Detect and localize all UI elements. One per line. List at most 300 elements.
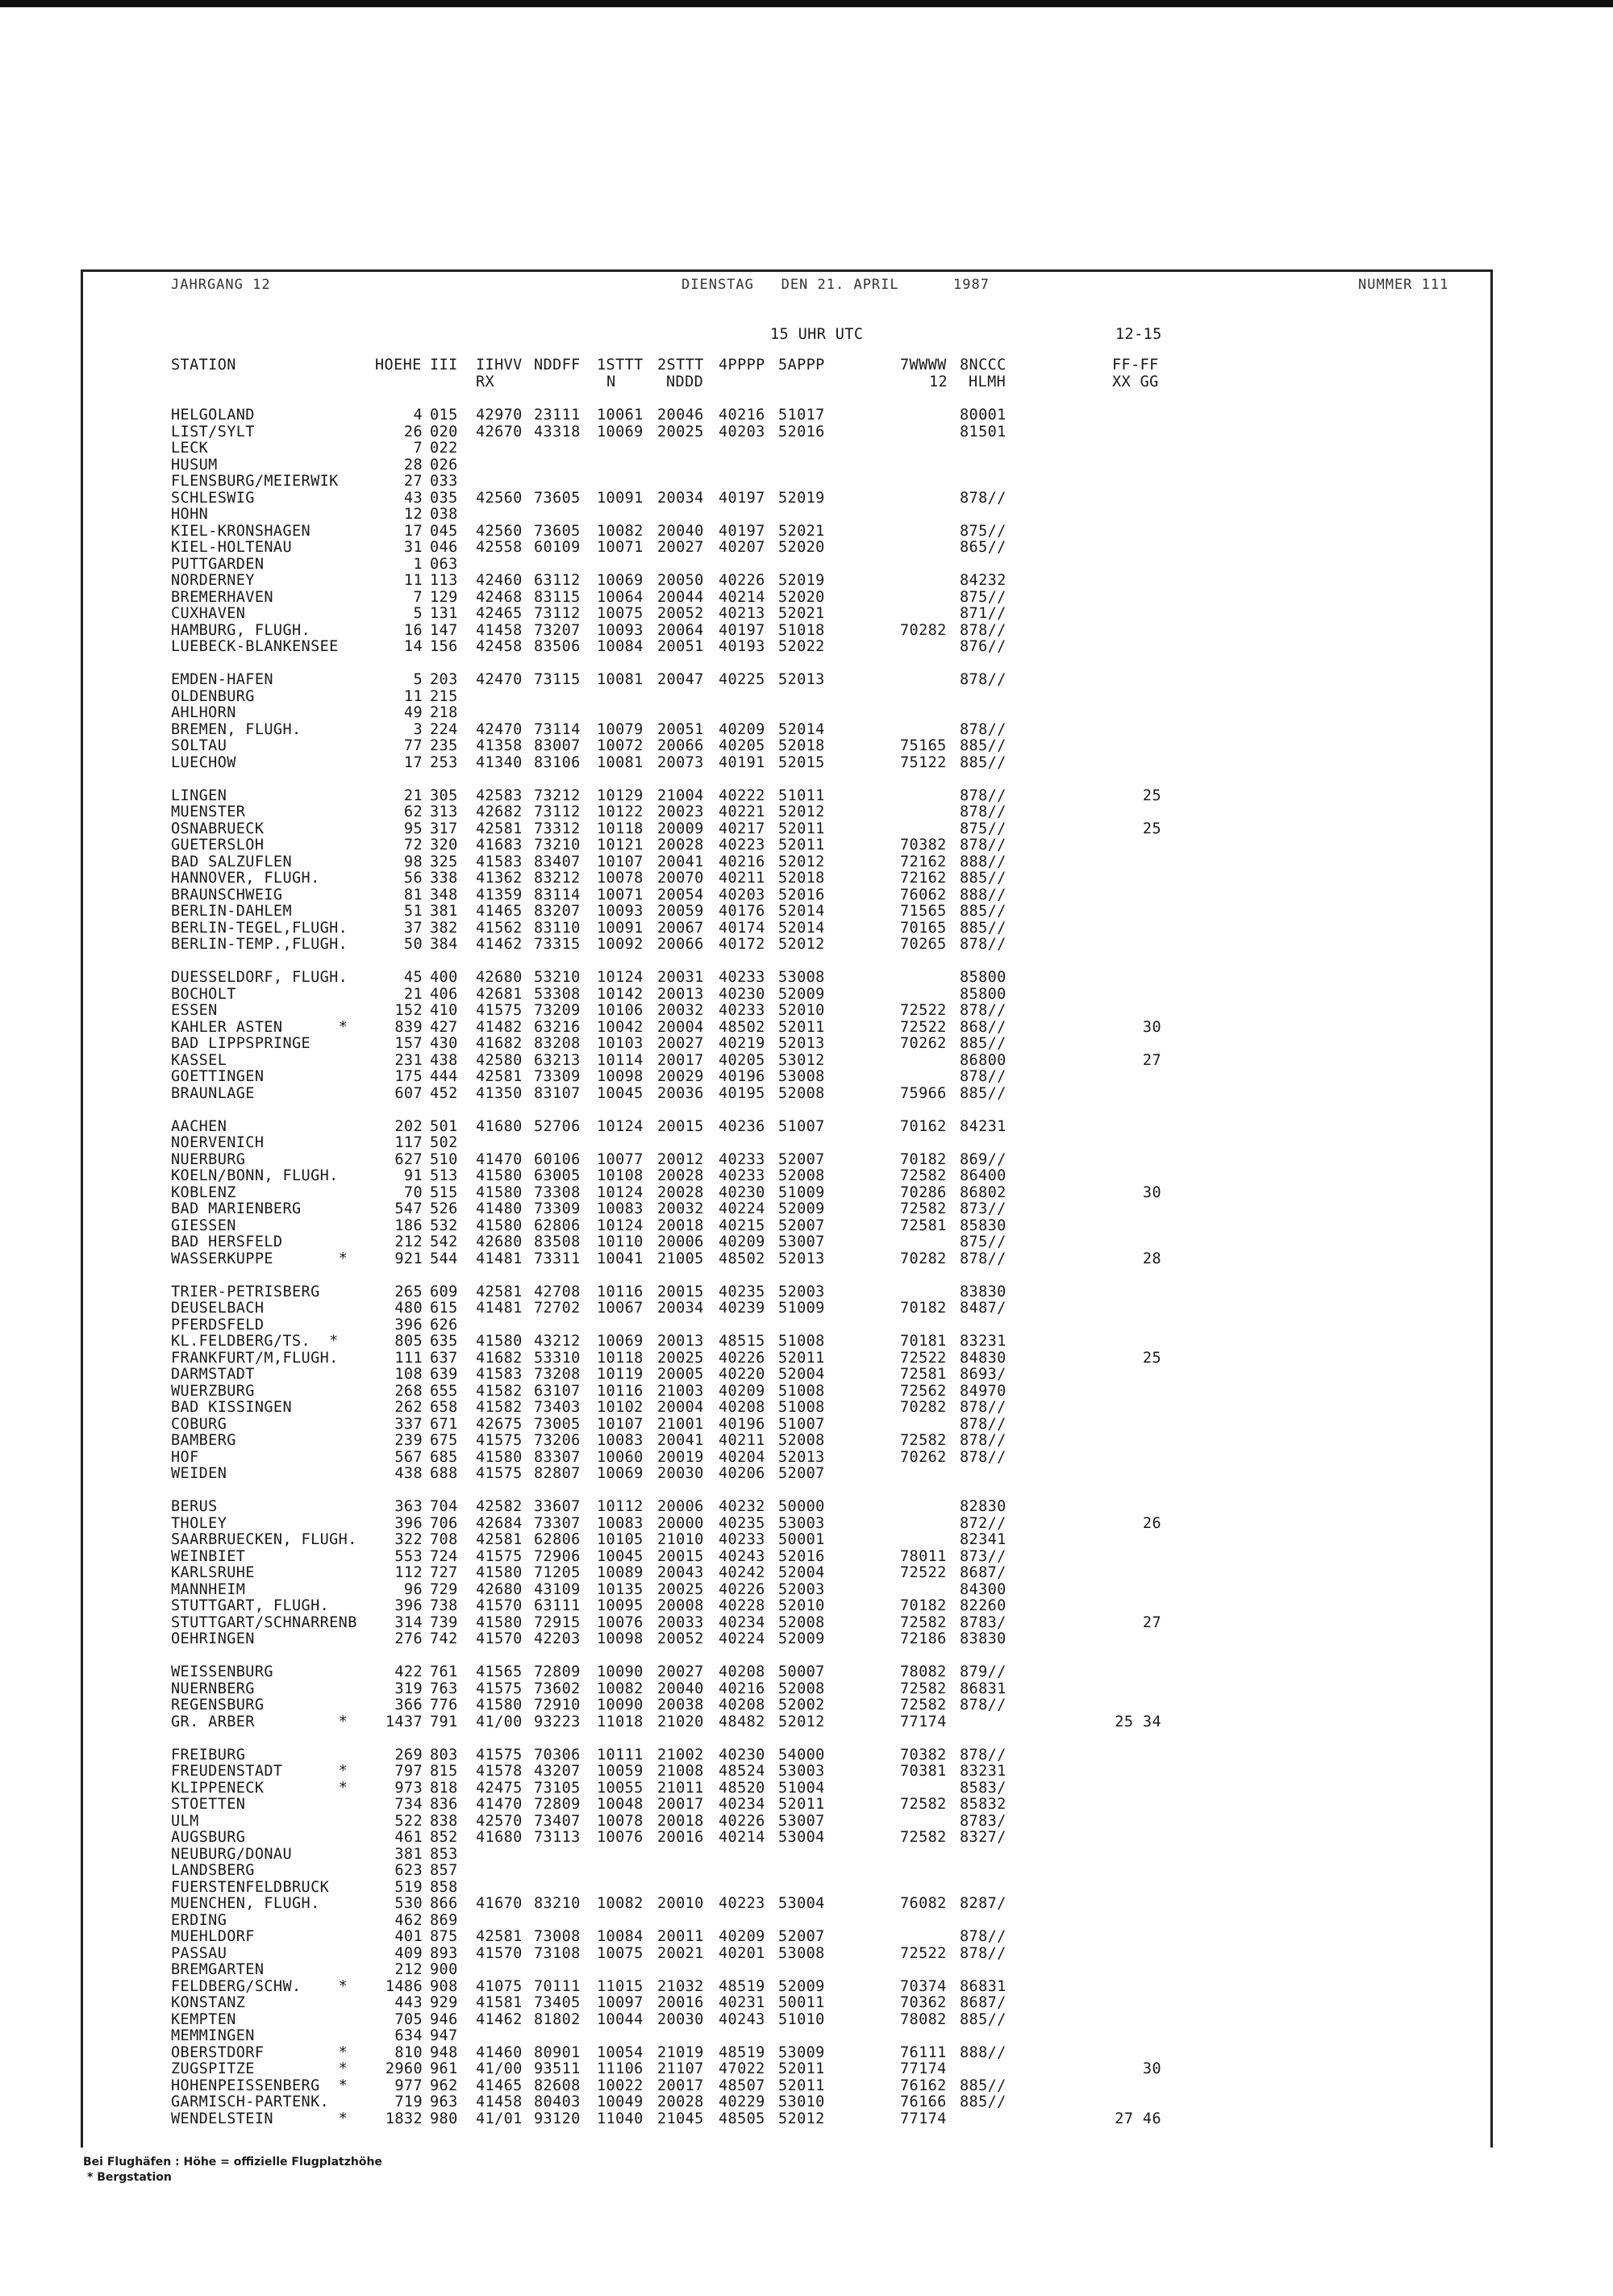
table-cell: 314 [394,1613,423,1631]
table-cell: PUTTGARDEN [171,555,265,573]
table-cell [657,457,704,474]
table-cell [900,1880,947,1897]
table-cell: 10124 [597,969,644,986]
table-cell: 40208 [719,1697,765,1714]
table-cell: 80403 [534,2094,581,2110]
table-cell: 76082 [900,1895,947,1912]
table-cell: 73208 [534,1366,581,1383]
table-cell: 609 [430,1283,458,1300]
table-cell: 113 [430,572,458,589]
table-cell: 70162 [900,1117,947,1135]
table-cell: 268 [394,1382,423,1400]
table-cell [900,987,947,1004]
table-cell: FUERSTENFELDBRUCK [171,1878,330,1896]
table-cell: 112 [394,1564,423,1581]
table-cell: 776 [430,1697,458,1714]
table-cell [1113,524,1161,541]
table-cell: 72582 [900,1680,947,1697]
table-cell: 40204 [719,1448,765,1466]
table-cell: 11015 [597,1977,644,1995]
table-cell: 81 [403,886,423,904]
table-cell: 72582 [900,1829,947,1846]
table-cell: 542 [430,1234,458,1250]
table-cell [1113,2045,1161,2062]
table-cell: 212 [394,1961,423,1978]
table-cell: 20023 [657,804,704,820]
table-cell: 10042 [597,1018,644,1036]
table-cell: 73209 [534,1002,581,1019]
table-cell: 96 [403,1580,423,1598]
table-cell: 20043 [657,1564,704,1581]
table-cell [1113,672,1161,689]
table-cell: 20013 [657,1333,704,1350]
table-cell [960,1714,1007,1731]
table-cell [1113,491,1161,507]
table-cell: 319 [394,1680,423,1697]
table-cell: 41682 [476,1349,523,1367]
table-cell: 202 [394,1117,423,1135]
table-cell [900,1582,947,1599]
table-cell: 878// [960,1432,1007,1449]
table-cell: 52014 [778,903,825,920]
table-cell: 78082 [900,1664,947,1680]
table-cell: 73005 [534,1415,581,1433]
table-cell [900,1516,947,1533]
table-cell: 41578 [476,1763,523,1780]
table-cell: 885// [960,919,1007,937]
table-cell: 727 [430,1564,458,1581]
table-cell: 52013 [778,1448,825,1466]
table-cell: 85800 [960,985,1007,1003]
table-cell [1113,1847,1161,1864]
table-cell: 40217 [719,820,765,837]
table-cell: 42470 [476,671,523,688]
table-cell: 876// [960,638,1007,655]
table-cell: 27 [1142,1051,1161,1069]
table-cell: 10048 [597,1796,644,1813]
table-cell: 53210 [534,969,581,986]
table-cell: 42684 [476,1514,523,1532]
table-cell: KL.FELDBERG/TS. * [171,1333,339,1350]
table-cell [1113,1367,1161,1384]
table-cell: 875// [960,522,1007,540]
table-cell: 42680 [476,1580,523,1598]
table-cell: 10106 [597,1002,644,1019]
issue-number: NUMMER 111 [1358,277,1449,293]
group-spacer [778,771,825,788]
table-cell: 52012 [778,2110,825,2127]
table-cell: 8287/ [960,1895,1007,1912]
table-cell: 48519 [719,1977,765,1995]
table-cell: 42682 [476,804,523,820]
table-cell: 86400 [960,1167,1007,1184]
table-cell: 20011 [657,1928,704,1945]
table-cell: BRAUNSCHWEIG [171,886,283,904]
col-5appp: 5APPP [778,357,825,374]
table-cell: 878// [960,621,1007,639]
table-cell: 10059 [597,1763,644,1780]
table-cell: 53008 [778,1068,825,1085]
table-cell: 72702 [534,1300,581,1317]
table-cell: 43109 [534,1580,581,1598]
table-cell [1113,1681,1161,1698]
table-cell: 41465 [476,2077,523,2094]
iihvv-column [476,407,523,2127]
table-cell: 40226 [719,1580,765,1598]
table-cell: 8583/ [960,1779,1007,1797]
table-cell [778,440,825,457]
table-cell: 10107 [597,1415,644,1433]
table-cell: 25 [1142,787,1161,804]
table-cell: 21 [403,787,423,804]
table-cell: 73407 [534,1812,581,1830]
table-cell: 10105 [597,1531,644,1548]
table-cell: 40230 [719,985,765,1003]
table-cell: 900 [430,1961,458,1978]
table-cell: 73114 [534,720,581,738]
table-cell: 5 [413,605,423,622]
table-cell: GARMISCH-PARTENK. [171,2094,330,2110]
table-cell: 42970 [476,407,523,424]
table-cell: 40223 [719,837,765,854]
table-cell: 20018 [657,1217,704,1234]
table-cell: 53007 [778,1812,825,1830]
group-spacer [1113,1267,1161,1284]
table-cell: 40226 [719,1349,765,1367]
table-cell: 25 34 [1115,1713,1161,1730]
table-cell [960,1863,1007,1880]
table-cell: 276 [394,1630,423,1647]
group-spacer [430,954,458,971]
table-cell: PASSAU [171,1944,227,1962]
table-cell: 878// [960,671,1007,688]
table-cell: 763 [430,1680,458,1697]
table-cell: 946 [430,2010,458,2028]
table-cell [900,1780,947,1797]
table-cell: 72522 [900,1564,947,1581]
table-cell: 131 [430,605,458,622]
table-cell: 42560 [476,522,523,540]
group-spacer [1113,771,1161,788]
table-cell: 40243 [719,2010,765,2028]
table-cell [476,689,523,706]
table-cell: 52009 [778,1200,825,1217]
table-cell [1113,1764,1161,1780]
table-cell: 878// [960,804,1007,820]
table-cell: 409 [394,1944,423,1962]
table-cell [900,1814,947,1831]
ffff-column [1113,407,1161,2127]
table-cell: 885// [960,903,1007,920]
table-cell: 72 [403,837,423,854]
table-cell: 615 [430,1300,458,1317]
group-spacer [430,1648,458,1665]
table-cell [597,557,644,574]
table-cell: 21010 [657,1531,704,1548]
table-cell: 42460 [476,572,523,589]
table-cell [476,2028,523,2045]
table-cell: 83231 [960,1333,1007,1350]
table-cell: 20067 [657,919,704,937]
table-cell: 72522 [900,1018,947,1036]
table-cell [1113,507,1161,524]
table-cell: 40228 [719,1597,765,1614]
table-cell [534,440,581,457]
table-cell: 2960 [385,2060,423,2077]
table-cell: 42560 [476,489,523,507]
table-cell: 71565 [900,903,947,920]
table-cell: 10069 [597,1333,644,1350]
table-cell: 40213 [719,605,765,622]
table-cell: 25 [1142,820,1161,837]
group-spacer [534,1730,581,1747]
group-spacer [430,771,458,788]
table-cell: 42570 [476,1812,523,1830]
table-cell [900,2028,947,2045]
table-cell [900,407,947,424]
table-cell: 27 46 [1115,2110,1161,2127]
table-cell: 706 [430,1514,458,1532]
group-spacer [430,1102,458,1119]
table-cell: LECK [171,440,209,457]
table-cell [1113,2094,1161,2111]
table-cell: 41580 [476,1217,523,1234]
table-cell: 86831 [960,1977,1007,1995]
table-cell [719,2028,765,2045]
table-cell: 86800 [960,1051,1007,1069]
table-cell: 40242 [719,1564,765,1581]
table-cell [534,557,581,574]
table-cell [1113,1598,1161,1615]
table-cell: 83407 [534,853,581,870]
table-cell [1113,1466,1161,1483]
table-cell: 42680 [476,1234,523,1250]
table-cell: 40216 [719,853,765,870]
table-cell: 111 [394,1349,423,1367]
table-cell [900,440,947,457]
table-cell: 31 [403,539,423,556]
table-cell: 73309 [534,1068,581,1085]
table-cell [534,1880,581,1897]
group-spacer [597,1267,644,1284]
table-cell: 41562 [476,919,523,937]
table-cell [476,440,523,457]
table-cell: 81501 [960,423,1007,440]
table-cell: 396 [394,1316,423,1334]
table-cell: TRIER-PETRISBERG [171,1283,320,1300]
table-cell: 52004 [778,1564,825,1581]
table-cell: 553 [394,1547,423,1565]
table-cell: 52011 [778,2060,825,2077]
table-cell: 41570 [476,1944,523,1962]
table-cell: 10116 [597,1283,644,1300]
table-cell: 52009 [778,1630,825,1647]
table-cell: 77174 [900,2060,947,2077]
table-cell [657,1863,704,1880]
table-cell [657,1913,704,1930]
table-cell: 25 [1142,1349,1161,1367]
group-spacer [171,1730,357,1747]
table-cell: 82260 [960,1597,1007,1614]
table-cell: 688 [430,1465,458,1482]
table-cell: 51011 [778,787,825,804]
table-cell: 20064 [657,621,704,639]
table-cell: 401 [394,1928,423,1945]
table-cell: 20025 [657,423,704,440]
table-cell: 30 [1142,2060,1161,2077]
table-cell [719,440,765,457]
table-cell: 20041 [657,1432,704,1449]
table-cell: 40197 [719,621,765,639]
table-cell: 84300 [960,1580,1007,1598]
table-cell [1113,722,1161,739]
table-cell: 76111 [900,2043,947,2061]
col-4pppp: 4PPPP [719,357,765,374]
table-cell: 20017 [657,1051,704,1069]
time-label: 15 UHR UTC [770,326,864,343]
table-cell: 10129 [597,787,644,804]
table-cell: 1437 [385,1713,423,1730]
table-cell [1113,1549,1161,1566]
table-cell: 396 [394,1597,423,1614]
table-cell: 8693/ [960,1366,1007,1383]
table-cell: 738 [430,1597,458,1614]
table-cell [1113,540,1161,557]
table-cell: 83007 [534,737,581,754]
group-spacer [534,656,581,673]
table-cell: 82830 [960,1498,1007,1515]
table-cell: OEHRINGEN [171,1630,255,1647]
table-cell [476,1135,523,1152]
table-cell: KLIPPENECK * [171,1779,348,1797]
table-cell: 26 [1142,1514,1161,1532]
table-cell: 868// [960,1018,1007,1036]
table-cell [778,457,825,474]
table-cell: 443 [394,1994,423,2011]
table-cell [900,524,947,541]
table-cell: 878// [960,1250,1007,1267]
table-cell: 72809 [534,1664,581,1680]
table-cell: 10124 [597,1117,644,1135]
table-cell [778,1317,825,1334]
table-cell: BAD MARIENBERG [171,1200,302,1217]
table-cell: 325 [430,853,458,870]
table-cell [1113,1152,1161,1169]
group-spacer [960,656,1007,673]
table-cell: 52010 [778,1597,825,1614]
table-cell [476,457,523,474]
table-cell: 317 [430,820,458,837]
col-n: N [606,374,616,390]
table-cell [657,557,704,574]
table-cell [900,672,947,689]
group-spacer [900,1267,947,1284]
table-cell: 52009 [778,985,825,1003]
table-cell: 10075 [597,1944,644,1962]
table-cell [960,1847,1007,1864]
table-cell: 52020 [778,539,825,556]
table-cell: BAD LIPPSPRINGE [171,1035,311,1052]
table-cell: 888// [960,853,1007,870]
table-cell: 72581 [900,1217,947,1234]
table-cell: 382 [430,919,458,937]
group-spacer [1113,1102,1161,1119]
table-cell: 384 [430,936,458,953]
table-cell: 27 [1142,1613,1161,1631]
table-cell: 10082 [597,1680,644,1697]
table-cell: 20038 [657,1697,704,1714]
table-cell [476,705,523,722]
table-cell: 878// [960,1068,1007,1085]
table-cell: 480 [394,1300,423,1317]
table-cell: 70381 [900,1763,947,1780]
table-cell: 76162 [900,2077,947,2094]
table-cell [1113,1400,1161,1417]
group-spacer [900,656,947,673]
group-spacer [171,1267,357,1284]
table-cell: 53310 [534,1349,581,1367]
table-cell: 50007 [778,1664,825,1680]
table-cell: 41350 [476,1084,523,1102]
table-cell: 51008 [778,1333,825,1350]
table-cell: 20018 [657,1812,704,1830]
table-cell: 381 [430,903,458,920]
table-cell: 52008 [778,1613,825,1631]
table-cell [1113,1929,1161,1946]
table-cell: OLDENBURG [171,687,255,705]
table-cell: 40216 [719,1680,765,1697]
table-cell: HAMBURG, FLUGH. [171,621,311,639]
table-cell: 28 [1142,1250,1161,1267]
group-spacer [476,954,523,971]
table-cell [1113,738,1161,755]
table-cell [476,1863,523,1880]
table-cell: KAHLER ASTEN * [171,1018,348,1036]
table-cell: 10093 [597,621,644,639]
group-spacer [171,1483,357,1500]
table-cell: 48515 [719,1333,765,1350]
group-spacer [171,1648,357,1665]
group-spacer [534,1102,581,1119]
table-cell: 40231 [719,1994,765,2011]
table-cell [1113,573,1161,590]
table-cell [1113,1168,1161,1185]
table-cell: 41359 [476,886,523,904]
table-cell: 8783/ [960,1812,1007,1830]
group-spacer [430,656,458,673]
table-cell: 871// [960,605,1007,622]
table-cell: 41340 [476,754,523,771]
table-cell: 929 [430,1994,458,2011]
col-8nccc: 8NCCC [960,357,1007,374]
table-cell: 20008 [657,1597,704,1614]
table-cell: 20052 [657,605,704,622]
table-cell: 41/00 [476,1713,523,1730]
table-cell: 20073 [657,754,704,771]
group-spacer [657,1267,704,1284]
table-cell: 40239 [719,1300,765,1317]
table-cell [597,705,644,722]
group-spacer [367,1483,423,1500]
table-cell [778,1880,825,1897]
table-cell: 60106 [534,1150,581,1168]
col-nddd: NDDD [666,374,704,390]
table-cell: 71205 [534,1564,581,1581]
table-cell: 20030 [657,2010,704,2028]
pppp4-column [719,407,765,2127]
group-spacer [367,1648,423,1665]
table-cell [534,1135,581,1152]
